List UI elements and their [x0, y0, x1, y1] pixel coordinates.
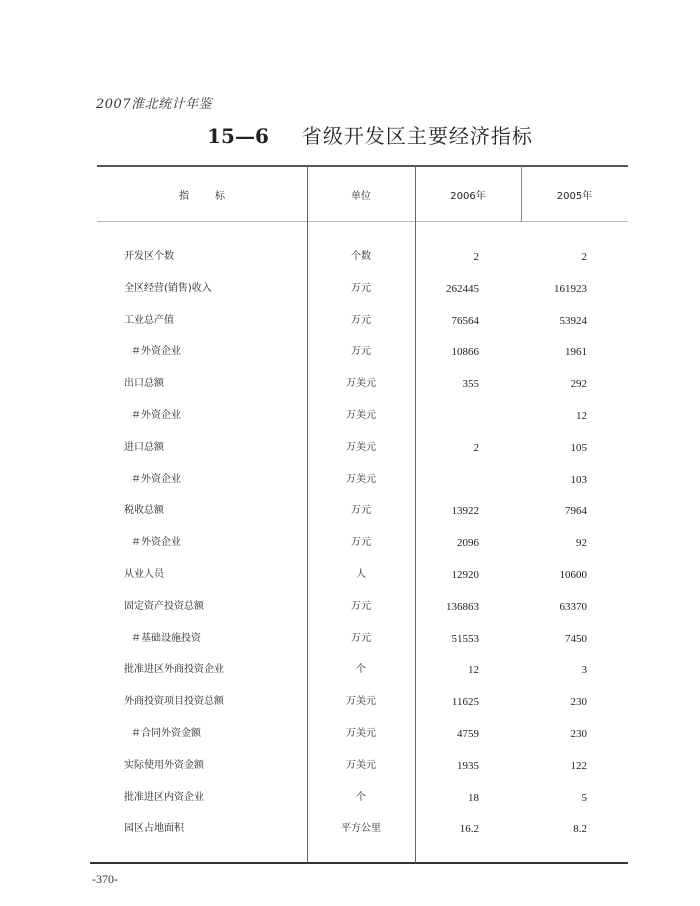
- value-2006-cell: 13922: [451, 505, 479, 518]
- unit-cell: 万美元: [346, 409, 376, 421]
- indicator-cell: 进口总额: [124, 441, 164, 453]
- table-row: [0, 727, 700, 759]
- value-2006-cell: 76564: [451, 314, 479, 327]
- unit-cell: 万元: [351, 537, 371, 549]
- table-number: 15—6: [207, 124, 269, 148]
- header-unit: 单位: [351, 191, 371, 202]
- value-2006-cell: 4759: [457, 727, 479, 740]
- indicator-cell: 实际使用外资金额: [124, 759, 204, 771]
- unit-cell: 万元: [351, 505, 371, 517]
- unit-cell: 万美元: [346, 441, 376, 453]
- table-bottom-rule: [90, 862, 628, 864]
- table-row: [0, 822, 700, 854]
- value-2005-cell: 53924: [559, 314, 587, 327]
- value-2005-cell: 292: [570, 378, 587, 391]
- value-2006-cell: 12: [468, 664, 479, 677]
- indicator-cell: 开发区个数: [124, 251, 174, 262]
- value-2006-cell: 262445: [446, 282, 479, 295]
- table-row: [0, 536, 700, 568]
- table-row: [0, 250, 700, 282]
- table-row: [0, 473, 700, 505]
- indicator-cell: ＃外资企业: [131, 409, 181, 421]
- value-2006-cell: 136863: [446, 600, 479, 613]
- value-2005-cell: 1961: [565, 346, 587, 359]
- value-2005-cell: 230: [570, 696, 587, 709]
- table-row: [0, 504, 700, 536]
- indicator-cell: 税收总额: [124, 505, 164, 517]
- value-2005-cell: 7450: [565, 632, 587, 645]
- table-row: [0, 345, 700, 377]
- running-head: 2007淮北统计年鉴: [96, 97, 213, 112]
- value-2005-cell: 3: [581, 664, 587, 677]
- indicator-cell: ＃外资企业: [131, 537, 181, 549]
- value-2006-cell: 16.2: [459, 823, 479, 836]
- value-2006-cell: 11625: [451, 696, 479, 709]
- indicator-cell: 外商投资项目投资总额: [124, 696, 224, 708]
- unit-cell: 万元: [351, 600, 371, 612]
- unit-cell: 万元: [351, 632, 371, 644]
- table-name: 省级开发区主要经济指标: [301, 124, 533, 148]
- value-2005-cell: 12: [576, 409, 587, 422]
- unit-cell: 平方公里: [341, 823, 381, 835]
- unit-cell: 万美元: [346, 378, 376, 390]
- unit-cell: 万美元: [346, 727, 376, 739]
- value-2005-cell: 2: [581, 251, 587, 263]
- unit-cell: 万元: [351, 346, 371, 358]
- indicator-cell: 全区经营(销售)收入: [124, 282, 212, 294]
- value-2006-cell: 18: [468, 791, 479, 804]
- value-2005-cell: 92: [576, 537, 587, 550]
- table-row: [0, 600, 700, 632]
- unit-cell: 万美元: [346, 696, 376, 708]
- unit-cell: 万美元: [346, 759, 376, 771]
- value-2006-cell: 2: [473, 251, 479, 263]
- value-2005-cell: 161923: [554, 282, 587, 295]
- unit-cell: 万美元: [346, 473, 376, 485]
- table-row: [0, 409, 700, 441]
- table-row: [0, 568, 700, 600]
- indicator-cell: 从业人员: [124, 568, 164, 580]
- table-row: [0, 377, 700, 409]
- value-2006-cell: 51553: [451, 632, 479, 645]
- table-row: [0, 663, 700, 695]
- value-2006-cell: 2: [473, 441, 479, 454]
- value-2006-cell: 2096: [457, 537, 479, 550]
- page-number: -370-: [92, 872, 118, 886]
- value-2005-cell: 103: [570, 473, 587, 486]
- value-2005-cell: 7964: [565, 505, 587, 518]
- table-row: [0, 695, 700, 727]
- header-2006: 2006年: [450, 191, 486, 202]
- table-row: [0, 791, 700, 823]
- value-2005-cell: 8.2: [573, 823, 587, 836]
- table-row: [0, 314, 700, 346]
- value-2005-cell: 5: [581, 791, 587, 804]
- value-2005-cell: 105: [570, 441, 587, 454]
- indicator-cell: 批准进区外商投资企业: [124, 664, 224, 676]
- indicator-cell: 出口总额: [124, 378, 164, 390]
- table-header-rule: [97, 221, 628, 222]
- indicator-cell: ＃基础设施投资: [131, 632, 201, 644]
- value-2006-cell: 1935: [457, 759, 479, 772]
- value-2005-cell: 230: [570, 727, 587, 740]
- value-2006-cell: 12920: [451, 568, 479, 581]
- indicator-cell: 固定资产投资总额: [124, 600, 204, 612]
- value-2005-cell: 122: [570, 759, 587, 772]
- indicator-cell: ＃外资企业: [131, 346, 181, 358]
- table-body: [0, 250, 700, 854]
- indicator-cell: 园区占地面积: [124, 823, 184, 835]
- unit-cell: 个: [356, 664, 366, 676]
- value-2005-cell: 10600: [559, 568, 587, 581]
- value-2006-cell: 355: [462, 378, 479, 391]
- value-2006-cell: 10866: [451, 346, 479, 359]
- table-row: [0, 759, 700, 791]
- header-2005: 2005年: [556, 191, 593, 202]
- table-title: [0, 120, 700, 149]
- value-2005-cell: 63370: [559, 600, 587, 613]
- indicator-cell: ＃合同外资金额: [131, 727, 201, 739]
- unit-cell: 个数: [351, 251, 371, 262]
- unit-cell: 人: [356, 568, 366, 580]
- table-row: [0, 632, 700, 664]
- indicator-cell: 批准进区内资企业: [124, 791, 204, 803]
- indicator-cell: 工业总产值: [124, 314, 174, 326]
- unit-cell: 个: [356, 791, 366, 803]
- header-indicator: 指标: [179, 191, 251, 202]
- unit-cell: 万元: [351, 314, 371, 326]
- table-top-rule: [97, 165, 628, 167]
- table-row: [0, 441, 700, 473]
- unit-cell: 万元: [351, 282, 371, 294]
- table-row: [0, 282, 700, 314]
- indicator-cell: ＃外资企业: [131, 473, 181, 485]
